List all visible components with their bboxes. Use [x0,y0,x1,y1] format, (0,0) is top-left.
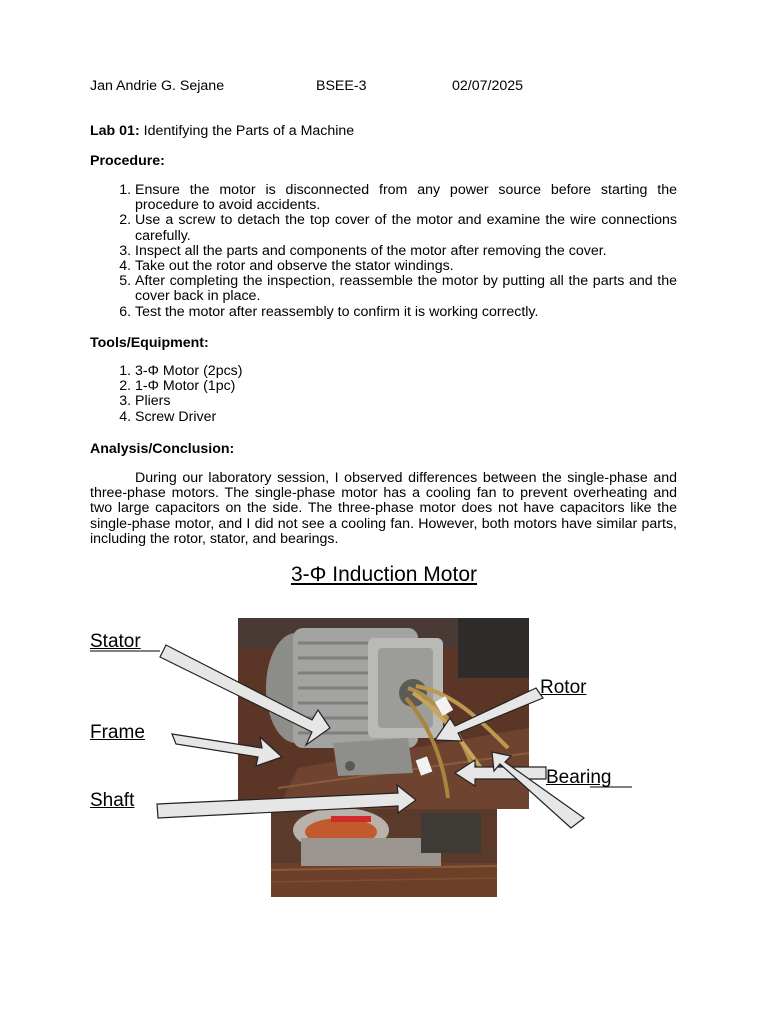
label-frame: Frame [90,722,145,743]
label-rotor: Rotor [540,677,587,698]
procedure-step: 2. Use a screw to detach the top cover of the motor and examine the wire connections carefully. [135,213,677,243]
procedure-heading: Procedure: [90,153,165,169]
label-stator: Stator [90,631,141,652]
procedure-step: 6. Test the motor after reassembly to confirm it is working correctly. [135,305,677,320]
author-name: Jan Andrie G. Sejane [90,78,225,94]
lab-title-text: Identifying the Parts of a Machine [143,123,355,139]
stator-arrow-icon [160,645,330,745]
figure-title: 3-Φ Induction Motor [290,563,477,586]
date: 02/07/2025 [452,78,524,94]
frame-arrow-icon [172,734,282,766]
rotor-arrow-icon [435,688,543,741]
label-shaft: Shaft [90,790,135,811]
procedure-step: 1. Ensure the motor is disconnected from any power source before starting the procedure to avoid accidents. [135,183,677,213]
analysis-paragraph: During our laboratory session, I observed differences between the single-phase and three-phase motors. The single-phase motor has a cooling fan to prevent overheating and two large capacitors on the side. The three-phase motor does not have capacitors like the single-phase motor, and I did not see a cooling fan. However, both motors have similar parts, including the rotor, stator, and bearings. [90,470,677,547]
tool-item: 1. 3-Φ Motor (2pcs) [135,364,677,379]
procedure-step: 5. After completing the inspection, reassemble the motor by putting all the parts and the cover back in place. [135,274,677,304]
procedure-step: 4. Take out the rotor and observe the stator windings. [135,259,677,274]
label-bearing: Bearing [546,767,612,788]
lab-prefix: Lab 01: [90,123,140,139]
course-code: BSEE-3 [316,78,367,94]
analysis-heading: Analysis/Conclusion: [90,441,235,457]
shaft-arrow-icon [157,785,416,818]
tool-item: 4. Screw Driver [135,410,677,425]
bearing-diagonal-arrow-icon [492,752,584,828]
procedure-step: 3. Inspect all the parts and components of the motor after removing the cover. [135,244,677,259]
tool-item: 3. Pliers [135,394,677,409]
tool-item: 2. 1-Φ Motor (1pc) [135,379,677,394]
tools-heading: Tools/Equipment: [90,335,209,351]
